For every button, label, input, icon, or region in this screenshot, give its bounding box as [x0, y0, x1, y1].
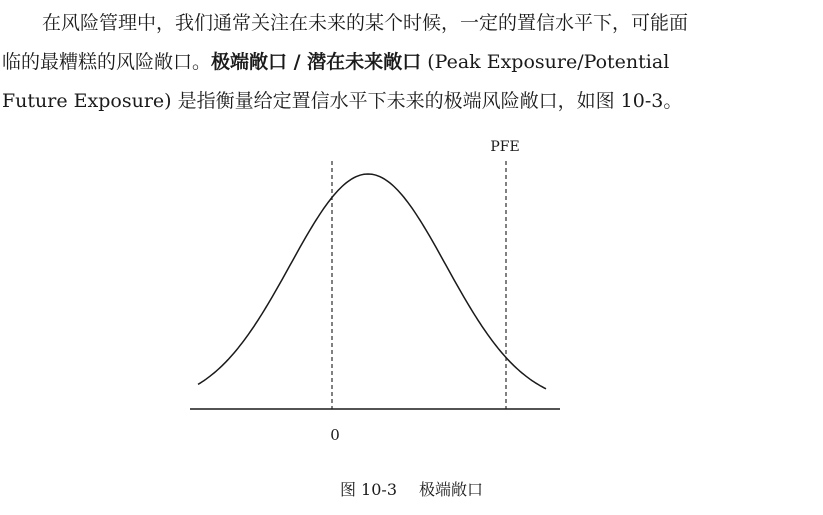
caption-number: 图 10-3	[339, 480, 398, 499]
paragraph-line-2-tail: (Peak Exposure/Potential	[421, 51, 670, 73]
pfe-label: PFE	[490, 139, 520, 155]
caption-title: 极端敞口	[419, 480, 484, 499]
paragraph-term-bold: 极端敞口 / 潜在未来敞口	[211, 51, 422, 73]
zero-label: 0	[330, 426, 340, 444]
paragraph-line-2-plain: 临的最糟糕的风险敞口。	[2, 51, 212, 73]
figure-caption	[0, 477, 823, 500]
paragraph-line-1: 在风险管理中，我们通常关注在未来的某个时候，一定的置信水平下，可能面	[42, 12, 689, 34]
paragraph-line-3: Future Exposure) 是指衡量给定置信水平下未来的极端风险敞口，如图 10-3。	[2, 90, 683, 112]
distribution-curve	[198, 174, 546, 389]
